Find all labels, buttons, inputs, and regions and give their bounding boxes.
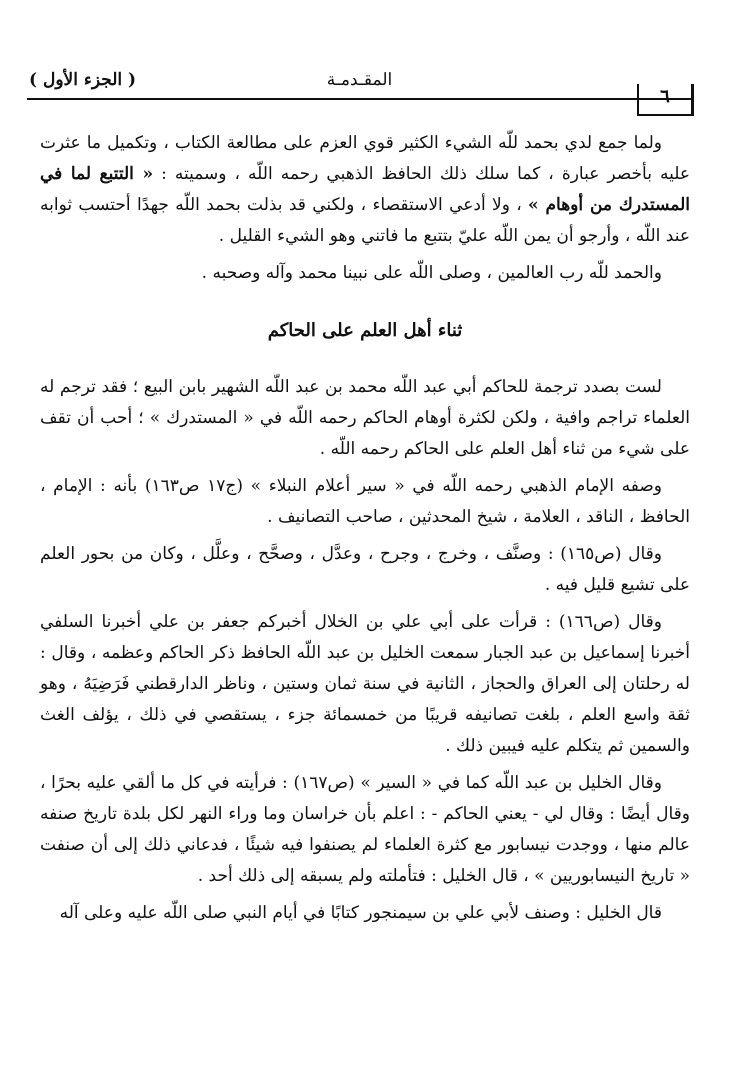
paragraph-text: ، ولا أدعي الاستقصاء ، ولكني قد بذلت بحمد اللّه جهدًا أحتسب ثوابه عند اللّه ، وأرجو أن يمن اللّه عليّ بتتبع ما فاتني وهو الشيء القليل .	[40, 195, 690, 246]
paragraph-closing: والحمد للّه رب العالمين ، وصلى اللّه على نبينا محمد وآله وصحبه .	[201, 263, 662, 283]
paragraph: قال الخليل : وصنف لأبي علي بن سيمنجور كتابًا في أيام النبي صلى اللّه عليه وعلى آله	[59, 903, 662, 923]
part-label: ( الجزء الأول )	[29, 70, 137, 90]
paragraph: وصفه الإمام الذهبي رحمه اللّه في « سير أعلام النبلاء » (ج١٧ ص١٦٣) بأنه : الإمام ، الحافظ ، الناقد ، العلامة ، شيخ المحدثين ، صاحب التصانيف .	[40, 476, 690, 527]
paragraph-intro	[40, 128, 690, 252]
paragraph: لست بصدد ترجمة للحاكم أبي عبد اللّه محمد بن عبد اللّه الشهير بابن البيع ؛ فقد ترجم له العلماء تراجم وافية ، ولكن لكثرة أوهام الحاكم رحمه اللّه في « المستدرك » ؛ أحب أن تقف على شيء من ثناء أهل العلم على الحاكم رحمه اللّه .	[40, 377, 690, 459]
paragraph: وقال (ص١٦٦) : قرأت على أبي علي بن الخلال أخبركم جعفر بن علي أخبرنا السلفي أخبرنا إسماعيل بن عبد الجبار سمعت الخليل بن عبد اللّه الحافظ ذكر الحاكم وعظمه ، وقال : له رحلتان إلى العراق والحجاز ، الثانية في سنة ثمان وستين ، وناظر الدارقطني فَرَضِيَهُ ، وهو ثقة واسع العلم ، بلغت تصانيفه قريبًا من خمسمائة جزء ، يستقصي في ذلك ، يؤلف الغث والسمين ثم يتكلم عليه فيبين ذلك .	[40, 612, 690, 756]
paragraph: وقال الخليل بن عبد اللّه كما في « السير » (ص١٦٧) : فرأيته في كل ما ألقي عليه بحرًا ، وقال أيضًا : وقال لي - يعني الحاكم - : اعلم بأن خراسان وما وراء النهر لكل بلدة تاريخ صنفه عالم منها ، ووجدت نيسابور مع كثرة العلماء لم يصنفوا فيه شيئًا ، فدعاني ذلك إلى أن صنفت « تاريخ النيسابوريين » ، قال الخليل : فتأملته ولم يسبقه إلى ذلك أحد .	[40, 773, 690, 886]
section-heading: ثناء أهل العلم على الحاكم	[267, 320, 463, 341]
page-number: ٦	[637, 84, 694, 116]
book-title: « التتبع لما في المستدرك من أوهام »	[40, 164, 691, 215]
paragraph-text: ولما جمع لدي بحمد للّه الشيء الكثير قوي العزم على مطالعة الكتاب ، وتكميل ما عثرت عليه بأخصر عبارة ، كما سلك ذلك الحافظ الذهبي رحمه اللّه ، وسميته :	[40, 133, 690, 184]
header-rule	[27, 98, 692, 100]
page-header	[27, 64, 692, 114]
section-title: المقـدمـة	[326, 70, 393, 90]
page-body	[40, 128, 690, 935]
paragraph: وقال (ص١٦٥) : وصنَّف ، وخرج ، وجرح ، وعدَّل ، وصحَّح ، وعلَّل ، وكان من بحور العلم على تشيع قليل فيه .	[40, 544, 690, 595]
